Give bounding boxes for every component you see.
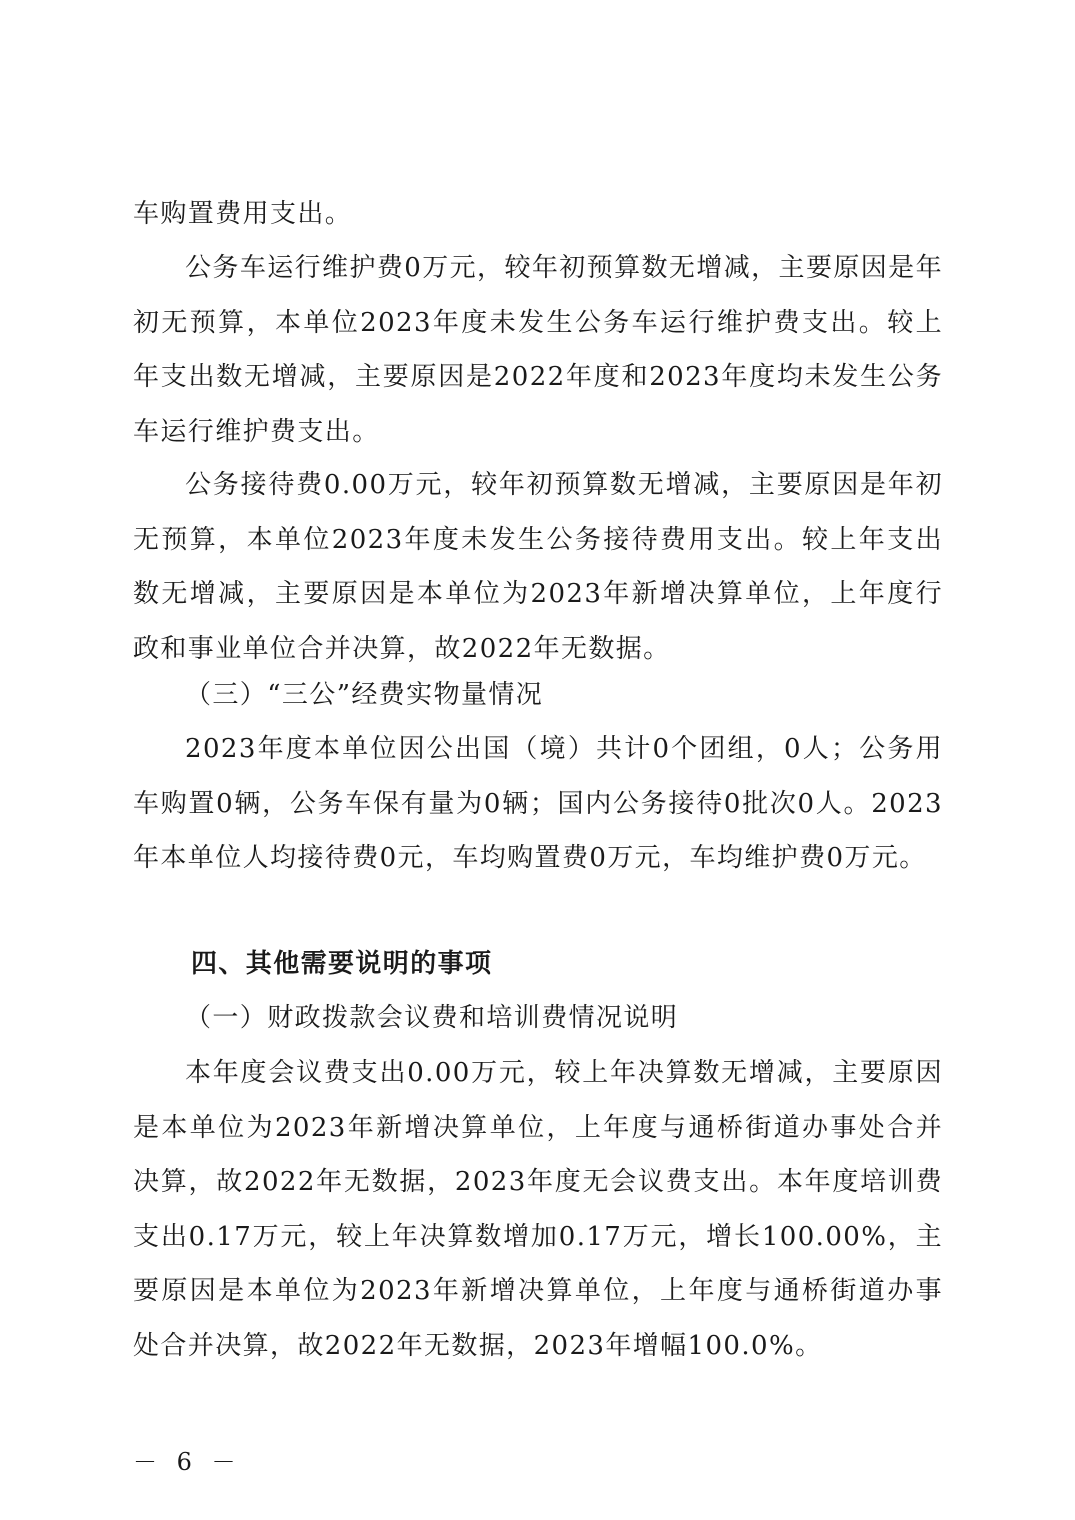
paragraph-meeting-training: 本年度会议费支出0.00万元，较上年决算数无增减，主要原因是本单位为2023年新增决算单位，上年度与通桥街道办事处合并决算，故2022年无数据，2023年度无会议费支出。本年度培训费支出0.17万元，较上年决算数增加0.17万元，增长100.00%，主要原因是本单位为2023年新增决算单位，上年度与通桥街道办事处合并决算，故2022年无数据，2023年增幅100.0%。 (133, 1058, 943, 1361)
section-heading-other-matters: 四、其他需要说明的事项 (191, 949, 493, 979)
paragraph-physical-quantity: 2023年度本单位因公出国（境）共计0个团组，0人；公务用车购置0辆，公务车保有量为0辆；国内公务接待0批次0人。2023年本单位人均接待费0元，车均购置费0万元，车均维护费0万元。 (133, 734, 943, 873)
paragraph-continuation: 车购置费用支出。 (133, 199, 353, 229)
document-page (133, 0, 943, 1520)
section-heading-physical-quantity: （三）“三公”经费实物量情况 (185, 680, 544, 710)
page-number: － 6 － (133, 1448, 242, 1476)
paragraph-reception-fee: 公务接待费0.00万元，较年初预算数无增减，主要原因是年初无预算，本单位2023年度未发生公务接待费用支出。较上年支出数无增减，主要原因是本单位为2023年新增决算单位，上年度行政和事业单位合并决算，故2022年无数据。 (133, 470, 943, 664)
paragraph-vehicle-maintenance: 公务车运行维护费0万元，较年初预算数无增减，主要原因是年初无预算，本单位2023年度未发生公务车运行维护费支出。较上年支出数无增减，主要原因是2022年度和2023年度均未发生公务车运行维护费支出。 (133, 253, 943, 447)
section-heading-meeting-training: （一）财政拨款会议费和培训费情况说明 (185, 1003, 679, 1033)
